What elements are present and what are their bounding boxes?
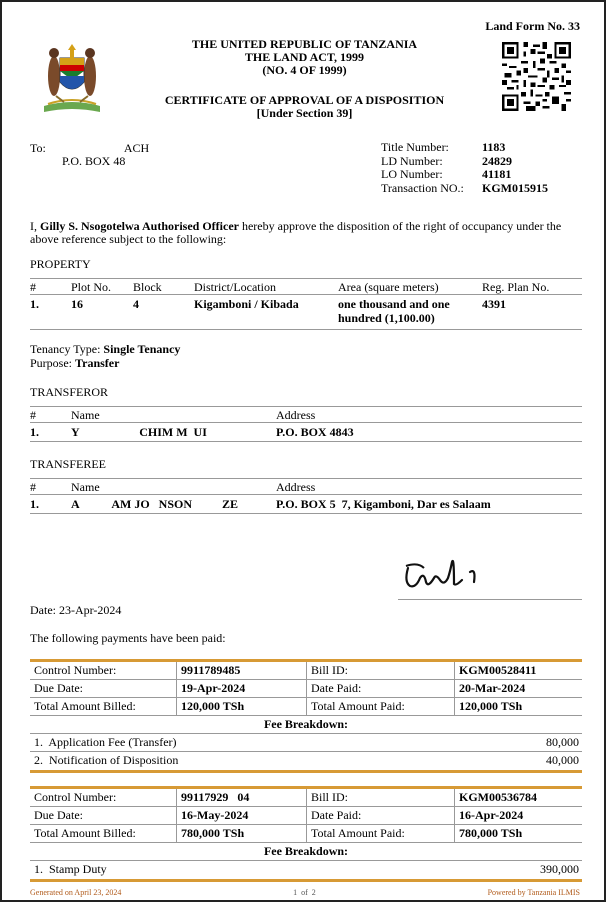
fee-label: 1. Application Fee (Transfer) [34,735,177,749]
transaction-number-row [381,182,548,196]
intro-prefix: I, [30,219,40,233]
coat-of-arms-icon [42,40,102,114]
page-footer [30,888,580,897]
control-number-label: Control Number: [34,663,117,677]
date-paid: 16-Apr-2024 [454,807,582,824]
transferor-section-label: TRANSFEROR [30,385,109,399]
intro-text: hereby approve the disposition of the right of occupancy under the above reference subject to the following: [30,219,562,246]
bill-id: KGM00528411 [454,662,582,679]
due-date: 19-Apr-2024 [176,680,306,697]
column-header: Block [133,280,162,294]
qr-code-icon [502,42,571,111]
plot-number: 16 [71,297,83,311]
column-header: District/Location [194,280,276,294]
table-cell: 1. [30,297,39,311]
amount-paid-label: Total Amount Paid: [306,825,454,842]
payment-row [30,680,582,698]
ref-label: Title Number: [381,140,449,154]
control-number-label: Control Number: [34,790,117,804]
table-row [30,423,582,441]
reference-numbers [381,141,548,195]
amount-paid-label: Total Amount Paid: [306,698,454,715]
table-cell: 1. [30,425,39,439]
recipient-name: ACH [123,141,150,155]
fee-label: 1. Stamp Duty [34,862,107,876]
column-header: Address [276,480,316,494]
ref-label: LO Number: [381,167,443,181]
control-number: 9911789485 [176,662,306,679]
amount-paid: 780,000 TSh [454,825,582,842]
column-header: Reg. Plan No. [482,280,550,294]
transferee-section-label: TRANSFEREE [30,457,107,471]
purpose-label: Purpose: [30,356,75,370]
table-header [30,279,582,295]
fee-row [30,861,582,879]
payment-row [30,789,582,807]
amount-billed-label: Total Amount Billed: [34,826,136,840]
payment-row [30,825,582,843]
certificate-heading [112,94,497,120]
property-section-label: PROPERTY [30,257,91,271]
ld-number-row [381,155,548,169]
tenancy-block [30,342,180,370]
due-date-label: Due Date: [34,808,83,822]
payment-block-1 [30,659,582,773]
column-header: # [30,480,36,494]
bill-id-label: Bill ID: [306,789,454,806]
transaction-number: KGM015915 [482,180,548,195]
transferee-name: A AM JO NSON ZE [71,497,239,511]
area-value: one thousand and one hundred (1,100.00) [338,297,450,325]
fee-row [30,752,582,770]
certificate-subtitle: [Under Section 39] [256,106,353,120]
form-number: Land Form No. 33 [485,19,580,33]
column-header: # [30,408,36,422]
property-table [30,278,582,330]
fee-label: 2. Notification of Disposition [34,753,179,767]
transferee-table [30,478,582,514]
fee-breakdown-heading: Fee Breakdown: [30,716,582,734]
payment-row [30,807,582,825]
payment-row [30,698,582,716]
officer-name: Gilly S. Nsogotelwa Authorised Officer [40,219,239,233]
block-number: 4 [133,297,139,311]
lo-number-row [381,168,548,182]
amount-billed-label: Total Amount Billed: [34,699,136,713]
column-header: Name [71,408,100,422]
fee-breakdown-heading: Fee Breakdown: [30,843,582,861]
purpose-value: Transfer [75,356,120,370]
issue-date: Date: 23-Apr-2024 [30,603,122,617]
fee-amount: 390,000 [540,862,579,876]
heading-line: THE UNITED REPUBLIC OF TANZANIA [191,37,418,51]
column-header: Plot No. [71,280,112,294]
bill-id: KGM00536784 [454,789,582,806]
heading-line: (NO. 4 OF 1999) [262,63,347,77]
recipient-address: P.O. BOX 48 [62,154,126,168]
transferor-table [30,406,582,442]
bill-id-label: Bill ID: [306,662,454,679]
table-header [30,479,582,495]
ref-label: Transaction NO.: [381,180,464,195]
control-number: 99117929 04 [176,789,306,806]
republic-heading [112,38,497,77]
due-date: 16-May-2024 [176,807,306,824]
payments-note: The following payments have been paid: [30,631,226,645]
transferor-name: Y CHIM M UI [71,425,207,439]
table-cell: 1. [30,497,39,511]
table-row [30,295,582,329]
table-header [30,407,582,423]
title-number: 1183 [482,140,506,154]
payment-row [30,662,582,680]
date-paid-label: Date Paid: [306,680,454,697]
amount-paid: 120,000 TSh [454,698,582,715]
date-paid-label: Date Paid: [306,807,454,824]
powered-by: Powered by Tanzania ILMIS [487,888,580,897]
amount-billed: 120,000 TSh [176,698,306,715]
column-header: Area (square meters) [338,280,439,294]
fee-amount: 40,000 [546,753,579,767]
column-header: Address [276,408,316,422]
signature-line [398,599,582,600]
column-header: # [30,280,36,294]
generated-date: Generated on April 23, 2024 [30,888,122,897]
tenancy-type: Single Tenancy [103,342,181,356]
transferor-address: P.O. BOX 4843 [276,425,354,439]
due-date-label: Due Date: [34,681,83,695]
signature-image [398,548,490,594]
ld-number: 24829 [482,153,512,168]
transferee-address: P.O. BOX 5 7, Kigamboni, Dar es Salaam [276,497,491,511]
date-paid: 20-Mar-2024 [454,680,582,697]
amount-billed: 780,000 TSh [176,825,306,842]
to-label: To: [30,141,46,155]
recipient-block [30,142,149,168]
column-header: Name [71,480,100,494]
heading-line: THE LAND ACT, 1999 [244,50,365,64]
certificate-title: CERTIFICATE OF APPROVAL OF A DISPOSITION [164,93,445,107]
fee-row [30,734,582,752]
title-number-row [381,141,548,155]
page-number: 1 of 2 [293,888,316,897]
tenancy-type-label: Tenancy Type: [30,342,104,356]
fee-amount: 80,000 [546,735,579,749]
payment-block-2 [30,786,582,882]
reg-plan-number: 4391 [482,297,506,311]
district-location: Kigamboni / Kibada [194,297,299,311]
lo-number: 41181 [482,167,512,181]
approval-statement [30,220,582,246]
ref-label: LD Number: [381,153,443,168]
table-row [30,495,582,513]
